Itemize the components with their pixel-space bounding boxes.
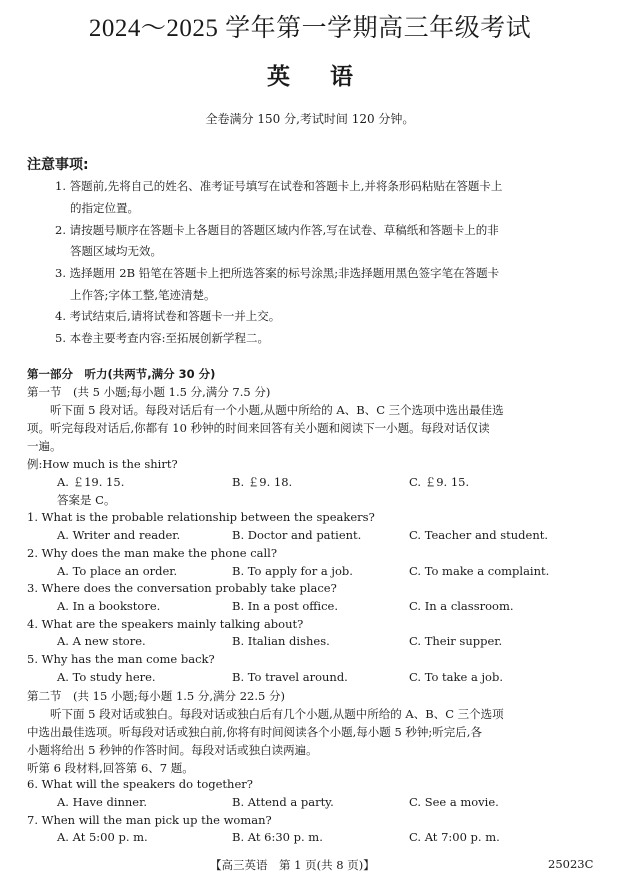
q4-option-c: C. Their supper. [409, 634, 503, 648]
section2-instructions: 小题将给出 5 秒钟的作答时间。每段对话或独白读两遍。 [27, 743, 318, 757]
section1-instructions: 听下面 5 段对话。每段对话后有一个小题,从题中所给的 A、B、C 三个选项中选出最佳选 [27, 403, 504, 417]
q5-option-a: A. To study here. [57, 670, 156, 684]
notice-item: 1. 答题前,先将自己的姓名、准考证号填写在试卷和答题卡上,并将条形码粘贴在答题卡上 [55, 179, 503, 193]
q7-option-b: B. At 6:30 p. m. [232, 830, 323, 844]
q2-option-b: B. To apply for a job. [232, 564, 353, 578]
section2-heading: 第二节 (共 15 小题;每小题 1.5 分,满分 22.5 分) [27, 689, 285, 703]
notice-item: 3. 选择题用 2B 铅笔在答题卡上把所选答案的标号涂黑;非选择题用黑色签字笔在答题卡 [55, 266, 500, 280]
example-question: 例:How much is the shirt? [27, 457, 178, 471]
page-footer-code: 25023C [548, 857, 594, 871]
section1-instructions: 项。听完每段对话后,你都有 10 秒钟的时间来回答有关小题和阅读下一小题。每段对话仅读 [27, 421, 490, 435]
example-option-a: A. ￡19. 15. [57, 475, 125, 489]
q4-option-a: A. A new store. [57, 634, 146, 648]
q1-option-a: A. Writer and reader. [57, 528, 181, 542]
question-1: 1. What is the probable relationship between the speakers? [27, 510, 375, 524]
notice-item-cont: 答题区域均无效。 [70, 244, 162, 258]
example-option-b: B. ￡9. 18. [232, 475, 293, 489]
section1-instructions: 一遍。 [27, 439, 62, 453]
notice-item-cont: 上作答;字体工整,笔迹清楚。 [70, 288, 216, 302]
question-3: 3. Where does the conversation probably take place? [27, 581, 337, 595]
q3-option-a: A. In a bookstore. [57, 599, 161, 613]
notice-item-cont: 的指定位置。 [70, 201, 139, 215]
example-option-c: C. ￡9. 15. [409, 475, 470, 489]
material-note: 听第 6 段材料,回答第 6、7 题。 [27, 761, 194, 775]
q6-option-b: B. Attend a party. [232, 795, 334, 809]
q5-option-c: C. To take a job. [409, 670, 503, 684]
page-footer-label: 【高三英语 第 1 页(共 8 页)】 [210, 858, 375, 872]
notice-item: 5. 本卷主要考查内容:至拓展创新学程二。 [55, 331, 270, 345]
subject-char-2: 语 [330, 64, 353, 90]
notice-item: 2. 请按题号顺序在答题卡上各题目的答题区域内作答,写在试卷、草稿纸和答题卡上的非 [55, 223, 499, 237]
q1-option-c: C. Teacher and student. [409, 528, 549, 542]
part1-heading: 第一部分 听力(共两节,满分 30 分) [27, 367, 216, 381]
q6-option-c: C. See a movie. [409, 795, 499, 809]
q5-option-b: B. To travel around. [232, 670, 348, 684]
q3-option-b: B. In a post office. [232, 599, 339, 613]
q6-option-a: A. Have dinner. [57, 795, 148, 809]
q7-option-c: C. At 7:00 p. m. [409, 830, 500, 844]
q2-option-c: C. To make a complaint. [409, 564, 550, 578]
notice-heading: 注意事项: [27, 157, 89, 173]
section1-heading: 第一节 (共 5 小题;每小题 1.5 分,满分 7.5 分) [27, 385, 271, 399]
exam-title: 2024～2025 学年第一学期高三年级考试 [88, 15, 532, 42]
q3-option-c: C. In a classroom. [409, 599, 514, 613]
example-answer: 答案是 C。 [57, 493, 116, 507]
exam-meta: 全卷满分 150 分,考试时间 120 分钟。 [205, 112, 415, 126]
notice-item: 4. 考试结束后,请将试卷和答题卡一并上交。 [55, 309, 281, 323]
q2-option-a: A. To place an order. [57, 564, 178, 578]
question-4: 4. What are the speakers mainly talking about? [27, 617, 304, 631]
section2-instructions: 听下面 5 段对话或独白。每段对话或独白后有几个小题,从题中所给的 A、B、C 三个选项 [27, 707, 504, 721]
question-6: 6. What will the speakers do together? [27, 777, 253, 791]
question-7: 7. When will the man pick up the woman? [27, 813, 272, 827]
section2-instructions: 中选出最佳选项。听每段对话或独白前,你将有时间阅读各个小题,每小题 5 秒钟;听完后,各 [27, 725, 482, 739]
q4-option-b: B. Italian dishes. [232, 634, 330, 648]
question-2: 2. Why does the man make the phone call? [27, 546, 278, 560]
question-5: 5. Why has the man come back? [27, 652, 215, 666]
q7-option-a: A. At 5:00 p. m. [57, 830, 148, 844]
subject-char-1: 英 [267, 64, 290, 90]
subject-title [0, 58, 620, 91]
q1-option-b: B. Doctor and patient. [232, 528, 362, 542]
